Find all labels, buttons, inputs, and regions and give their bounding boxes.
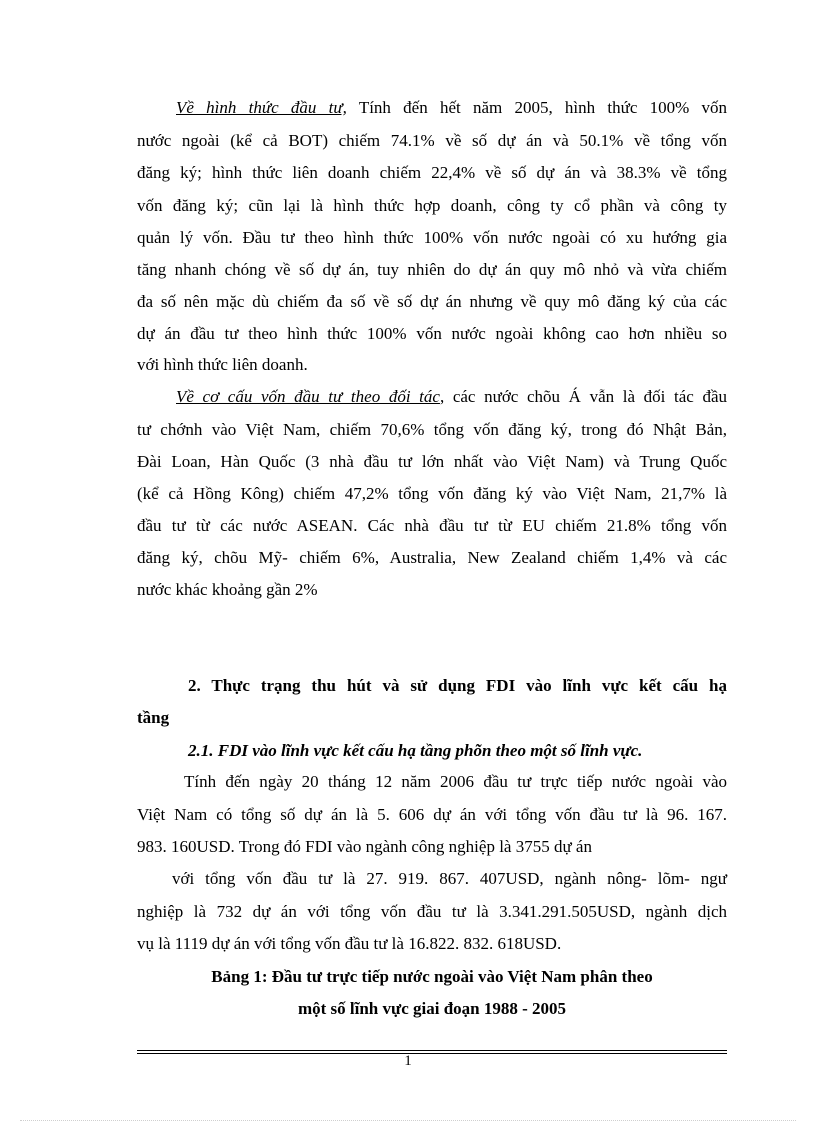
section-heading: 2. Thực trạng thu hút và sử dụng FDI vào lĩnh vực kết cấu hạ xyxy=(188,676,727,695)
para2-line-2: tư chớnh vào Việt Nam, chiếm 70,6% tổng vốn đăng ký, trong đó Nhật Bản, xyxy=(137,420,727,439)
para2-line-4: (kể cả Hồng Kông) chiếm 47,2% tổng vốn đăng ký vào Việt Nam, 21,7% là xyxy=(137,484,727,503)
para1-line-9: với hình thức liên doanh. xyxy=(137,355,308,374)
para3-line-2: Việt Nam có tổng số dự án là 5. 606 dự án với tổng vốn đầu tư là 96. 167. xyxy=(137,805,727,824)
page-bottom-dots xyxy=(20,1120,796,1121)
subsection-heading: 2.1. FDI vào lĩnh vực kết cấu hạ tầng phõn theo một số lĩnh vực. xyxy=(188,741,643,760)
para1-text: Tính đến hết năm 2005, hình thức 100% vốn xyxy=(346,98,727,117)
para3-line-3: 983. 160USD. Trong đó FDI vào ngành công nghiệp là 3755 dự án xyxy=(137,837,592,856)
footer-rule-top xyxy=(137,1050,727,1051)
table-caption-line-2: một số lĩnh vực giai đoạn 1988 - 2005 xyxy=(297,999,567,1018)
page-number: 1 xyxy=(404,1053,412,1069)
para1-lead: Về hình thức đầu tư, xyxy=(176,98,347,117)
para1-line-1 xyxy=(176,98,727,118)
para2-line-3: Đài Loan, Hàn Quốc (3 nhà đầu tư lớn nhất vào Việt Nam) và Trung Quốc xyxy=(137,452,727,471)
table-caption-line-1: Bảng 1: Đầu tư trực tiếp nước ngoài vào Việt Nam phân theo xyxy=(211,967,653,986)
para3-line-6: vụ là 1119 dự án với tổng vốn đầu tư là 16.822. 832. 618USD. xyxy=(137,934,562,953)
para1-line-3: đăng ký; hình thức liên doanh chiếm 22,4% về số dự án và 38.3% về tổng xyxy=(137,163,727,182)
para1-line-2: nước ngoài (kể cả BOT) chiếm 74.1% về số dự án và 50.1% về tổng vốn xyxy=(137,131,727,150)
para1-line-5: quản lý vốn. Đầu tư theo hình thức 100% vốn nước ngoài có xu hướng gia xyxy=(137,228,727,247)
section-heading-cont: tầng xyxy=(137,708,170,727)
para2-line-1 xyxy=(176,387,727,407)
para2-text: , các nước chõu Á vẫn là đối tác đầu xyxy=(439,387,727,406)
para1-line-8: dự án đầu tư theo hình thức 100% vốn nước ngoài không cao hơn nhiều so xyxy=(137,324,727,343)
para2-line-6: đăng ký, chõu Mỹ- chiếm 6%, Australia, New Zealand chiếm 1,4% và các xyxy=(137,548,727,567)
para3-line-4: với tổng vốn đầu tư là 27. 919. 867. 407USD, ngành nông- lõm- ngư xyxy=(172,869,727,888)
para2-line-5: đầu tư từ các nước ASEAN. Các nhà đầu tư từ EU chiếm 21.8% tổng vốn xyxy=(137,516,727,535)
para3-line-5: nghiệp là 732 dự án với tổng vốn đầu tư là 3.341.291.505USD, ngành dịch xyxy=(137,902,727,921)
para1-line-7: đa số nên mặc dù chiếm đa số về số dự án nhưng về quy mô đăng ký của các xyxy=(137,292,727,311)
para1-line-4: vốn đăng ký; cũn lại là hình thức hợp doanh, công ty cổ phần và công ty xyxy=(137,196,727,215)
para3-line-1: Tính đến ngày 20 tháng 12 năm 2006 đầu tư trực tiếp nước ngoài vào xyxy=(184,772,727,791)
para1-line-6: tăng nhanh chóng về số dự án, tuy nhiên do dự án quy mô nhỏ và vừa chiếm xyxy=(137,260,727,279)
para2-lead: Về cơ cấu vốn đầu tư theo đối tác xyxy=(176,387,440,406)
para2-line-7: nước khác khoảng gần 2% xyxy=(137,580,318,599)
